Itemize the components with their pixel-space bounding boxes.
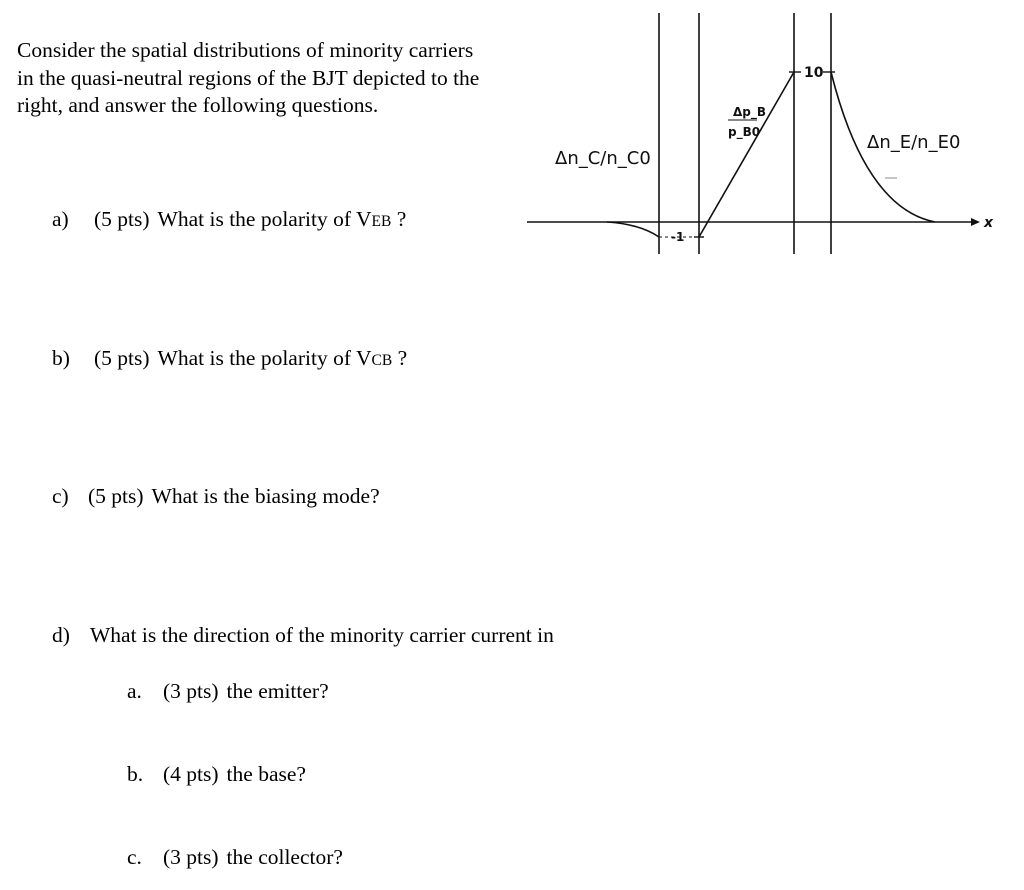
question-c-text: What is the biasing mode? [151,484,380,508]
question-a-subscript: EB [371,213,392,230]
base-label-bottom: p_B0 [728,125,761,139]
question-c [52,483,380,509]
question-d [52,622,554,648]
question-d-part-a-letter: a. [127,679,142,703]
question-c-points: (5 pts) [88,484,144,508]
tick-minus-one-label: -1 [671,230,685,244]
tick-ten-label: 10 [804,65,824,81]
question-b [52,345,407,374]
collector-label: Δn_C/n_C0 [555,148,651,169]
question-d-part-c-text: the collector? [226,845,343,869]
intro-text: Consider the spatial distributions of minority carriers in the quasi-neutral regions of the BJT depicted to the right, and answer the following questions. [17,38,480,117]
question-d-part-c-points: (3 pts) [163,845,219,869]
question-d-part-c-letter: c. [127,845,142,869]
question-b-subscript: CB [371,352,393,369]
question-b-suffix: ? [392,346,408,370]
question-c-letter: c) [52,484,69,508]
question-d-part-a [127,678,329,704]
emitter-label: Δn_E/n_E0 [867,132,961,153]
question-d-part-b-points: (4 pts) [163,762,219,786]
base-label-top: Δp_B [733,105,767,119]
question-b-points: (5 pts) [94,346,150,370]
minority-carrier-figure [525,8,1005,260]
x-axis-arrowhead [971,218,980,226]
collector-curve [607,222,659,237]
question-d-part-b-letter: b. [127,762,144,786]
question-a-letter: a) [52,207,69,231]
question-d-part-b [127,761,306,787]
question-d-text: What is the direction of the minority carrier current in [90,623,554,647]
question-d-part-a-points: (3 pts) [163,679,219,703]
base-profile-line [699,72,794,237]
question-d-part-b-text: the base? [226,762,306,786]
question-b-text: What is the polarity of V [157,346,372,370]
question-d-letter: d) [52,623,70,647]
x-axis-label: x [984,215,994,231]
question-a-points: (5 pts) [94,207,150,231]
question-b-letter: b) [52,346,70,370]
question-a-suffix: ? [391,207,407,231]
question-d-part-c [127,844,343,870]
question-a [52,206,406,235]
question-d-part-a-text: the emitter? [226,679,329,703]
question-a-text: What is the polarity of V [157,207,372,231]
